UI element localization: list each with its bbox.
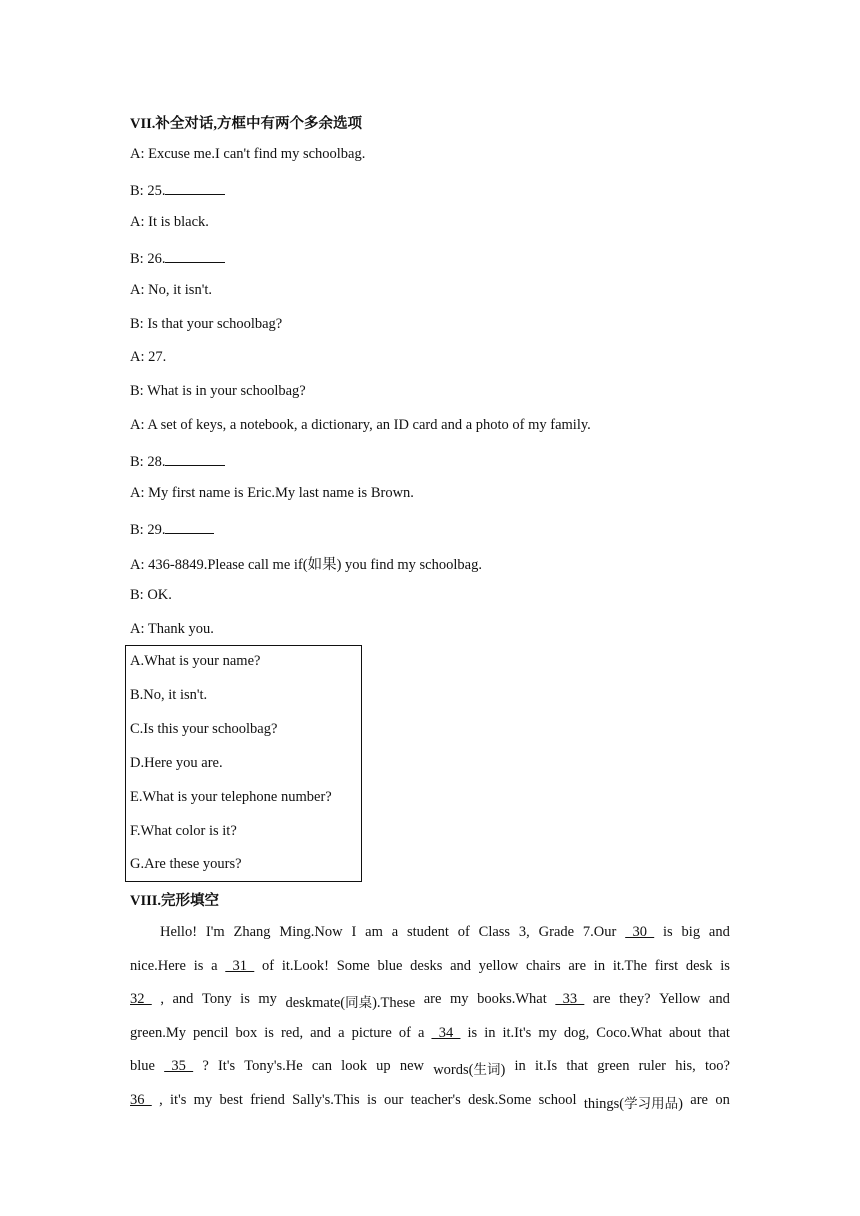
passage-word: our: [383, 1092, 404, 1108]
passage-word: it's: [170, 1092, 187, 1108]
passage-word: ruler: [638, 1058, 667, 1075]
passage-word: Ming.Now: [279, 924, 343, 940]
dialogue-line: [130, 349, 166, 366]
passage-word: it.Look!: [281, 957, 329, 974]
answer-blank[interactable]: [165, 451, 225, 466]
cloze-blank[interactable]: 34: [431, 1024, 461, 1041]
passage-word: yellow: [478, 957, 519, 974]
option-item: A.What is your name?: [130, 653, 261, 669]
passage-word: my: [450, 991, 469, 1008]
passage-word: look: [341, 1058, 367, 1075]
passage-word: a: [391, 924, 399, 940]
passage-word: books.What: [477, 991, 547, 1008]
passage-word: Tony: [202, 991, 232, 1008]
dialogue-text: A: My first name is Eric.My last name is Brown.: [130, 485, 414, 501]
passage-line: [130, 1092, 730, 1113]
section-8-heading: VIII.完形填空: [130, 893, 220, 909]
passage-word: Some: [336, 957, 370, 974]
passage-word: Sally's.This: [292, 1092, 360, 1108]
passage-word: deskmate(同桌).These: [285, 995, 416, 1012]
passage-word: pencil: [193, 1024, 229, 1041]
passage-line: [130, 1025, 730, 1042]
passage-word: 7.Our: [582, 924, 617, 940]
passage-word: 3,: [518, 924, 530, 940]
dialogue-text: B: 29.: [130, 521, 166, 538]
passage-word: Yellow: [659, 991, 701, 1008]
dialogue-line: [130, 451, 225, 471]
dialogue-text: A: 27.: [130, 349, 167, 366]
passage-line: [130, 1058, 730, 1079]
option-item: C.Is this your schoolbag?: [130, 720, 278, 737]
passage-word: Zhang: [233, 924, 271, 940]
passage-word: that: [708, 1024, 730, 1041]
passage-word: Tony's.He: [244, 1058, 303, 1075]
dialogue-text: B: Is that your schoolbag?: [130, 315, 283, 332]
dialogue-line: [130, 146, 365, 163]
dialogue-text: A: Excuse me.I can't find my schoolbag.: [130, 146, 366, 162]
dialogue-text: A: Thank you.: [130, 620, 214, 637]
cloze-blank[interactable]: 32: [130, 991, 152, 1008]
passage-word: teacher's: [410, 1092, 461, 1108]
dialogue-line: [130, 316, 282, 333]
passage-word: desks: [410, 957, 443, 974]
option-item: D.Here you are.: [130, 754, 223, 771]
section-7-heading: VII.补全对话,方框中有两个多余选项: [130, 116, 363, 132]
passage-word: it.It's: [502, 1024, 532, 1041]
dialogue-text: B: 25.: [130, 182, 166, 199]
answer-blank[interactable]: [165, 248, 225, 263]
passage-word: I'm: [205, 924, 225, 940]
passage-word: and: [450, 957, 472, 974]
passage-word: can: [311, 1058, 332, 1075]
dialogue-line: [130, 553, 482, 574]
passage-word: about: [668, 1024, 702, 1041]
passage-word: blue: [130, 1058, 155, 1075]
dialogue-line: [130, 282, 212, 299]
passage-word: are: [568, 957, 587, 974]
passage-word: is: [720, 957, 730, 974]
passage-word: it.The: [612, 957, 648, 974]
passage-word: in: [514, 1058, 526, 1075]
passage-word: on: [715, 1092, 730, 1108]
option-item: B.No, it isn't.: [130, 686, 208, 703]
dialogue-line: [130, 485, 414, 502]
cloze-blank[interactable]: 30: [625, 924, 655, 940]
passage-word: I: [351, 924, 357, 940]
passage-word: first: [654, 957, 679, 974]
passage-word: desk.Some: [468, 1092, 532, 1108]
passage-word: best: [219, 1092, 243, 1108]
dialogue-line: [130, 587, 172, 604]
passage-word: desk: [685, 957, 713, 974]
passage-word: is: [264, 1024, 274, 1041]
dialogue-text: A: 436-8849.Please call me if(如果) you find my schoolbag.: [130, 556, 482, 573]
passage-word: things(学习用品): [583, 1096, 683, 1112]
passage-word: my: [193, 1092, 213, 1108]
dialogue-line: [130, 417, 591, 434]
passage-word: new: [399, 1058, 424, 1075]
passage-word: that: [566, 1058, 589, 1075]
passage-word: school: [538, 1092, 577, 1108]
dialogue-line: [130, 214, 209, 231]
dialogue-line: [130, 180, 225, 200]
passage-word: of: [398, 1024, 411, 1041]
passage-word: and: [708, 991, 730, 1008]
passage-word: friend: [250, 1092, 285, 1108]
passage-word: they?: [619, 991, 651, 1008]
dialogue-text: B: OK.: [130, 586, 172, 603]
passage-word: a: [211, 957, 218, 974]
passage-word: up: [376, 1058, 391, 1075]
passage-line: [130, 958, 730, 975]
passage-word: picture: [351, 1024, 392, 1041]
passage-word: are: [592, 991, 611, 1008]
passage-word: in: [593, 957, 606, 974]
passage-line: [130, 924, 730, 941]
dialogue-text: B: 26.: [130, 250, 166, 267]
passage-word: ,: [159, 1092, 163, 1108]
passage-word: his,: [675, 1058, 696, 1075]
dialogue-line: [130, 621, 214, 638]
passage-word: red,: [280, 1024, 304, 1041]
dialogue-line: [130, 383, 306, 400]
dialogue-line: [130, 248, 225, 268]
answer-blank[interactable]: [165, 519, 214, 534]
passage-word: box: [235, 1024, 258, 1041]
passage-word: chairs: [526, 957, 561, 974]
dialogue-text: A: No, it isn't.: [130, 281, 212, 298]
passage-word: nice.Here: [130, 957, 186, 974]
passage-word: are: [690, 1092, 708, 1108]
cloze-blank[interactable]: 36: [130, 1092, 152, 1108]
passage-word: and: [172, 991, 194, 1008]
cloze-blank[interactable]: 33: [555, 991, 585, 1008]
passage-word: am: [365, 924, 383, 940]
passage-word: and: [310, 1024, 332, 1041]
passage-word: Class: [478, 924, 511, 940]
passage-word: ?: [202, 1058, 209, 1075]
answer-blank[interactable]: [165, 180, 225, 195]
passage-word: in: [484, 1024, 496, 1041]
cloze-blank[interactable]: 35: [164, 1058, 194, 1075]
passage-word: green: [597, 1058, 630, 1075]
dialogue-text: A: A set of keys, a notebook, a dictionary, an ID card and a photo of my family.: [130, 417, 591, 434]
passage-word: words(生词): [433, 1062, 506, 1079]
option-item: F.What color is it?: [130, 822, 237, 839]
dialogue-text: A: It is black.: [130, 213, 209, 230]
passage-word: ,: [160, 991, 164, 1008]
passage-line: [130, 991, 730, 1012]
passage-word: are: [423, 991, 442, 1008]
dialogue-text: B: 28.: [130, 454, 166, 471]
passage-word: and: [708, 924, 730, 940]
dialogue-line: [130, 519, 214, 539]
cloze-blank[interactable]: 31: [225, 957, 255, 974]
passage-word: student: [406, 924, 449, 940]
passage-word: Coco.What: [596, 1024, 662, 1041]
passage-word: of: [262, 957, 275, 974]
passage-word: big: [681, 924, 701, 940]
passage-word: a: [417, 1024, 425, 1041]
passage-word: is: [240, 991, 250, 1008]
passage-word: blue: [377, 957, 403, 974]
options-box: [125, 645, 362, 882]
passage-word: green.My: [130, 1024, 186, 1041]
passage-word: Grade: [538, 924, 575, 940]
passage-word: a: [338, 1024, 345, 1041]
passage-word: of: [457, 924, 470, 940]
option-item: G.Are these yours?: [130, 856, 242, 873]
passage-word: It's: [217, 1058, 236, 1075]
passage-word: it.Is: [534, 1058, 558, 1075]
passage-word: is: [193, 957, 204, 974]
passage-word: my: [538, 1024, 557, 1041]
passage-word: my: [258, 991, 277, 1008]
passage-word: is: [663, 924, 673, 940]
passage-word: is: [366, 1092, 377, 1108]
passage-word: too?: [704, 1058, 730, 1075]
dialogue-text: B: What is in your schoolbag?: [130, 383, 306, 400]
passage-word: dog,: [563, 1024, 590, 1041]
option-item: E.What is your telephone number?: [130, 788, 332, 805]
passage-word: is: [467, 1024, 478, 1041]
passage-word: Hello!: [160, 924, 198, 940]
